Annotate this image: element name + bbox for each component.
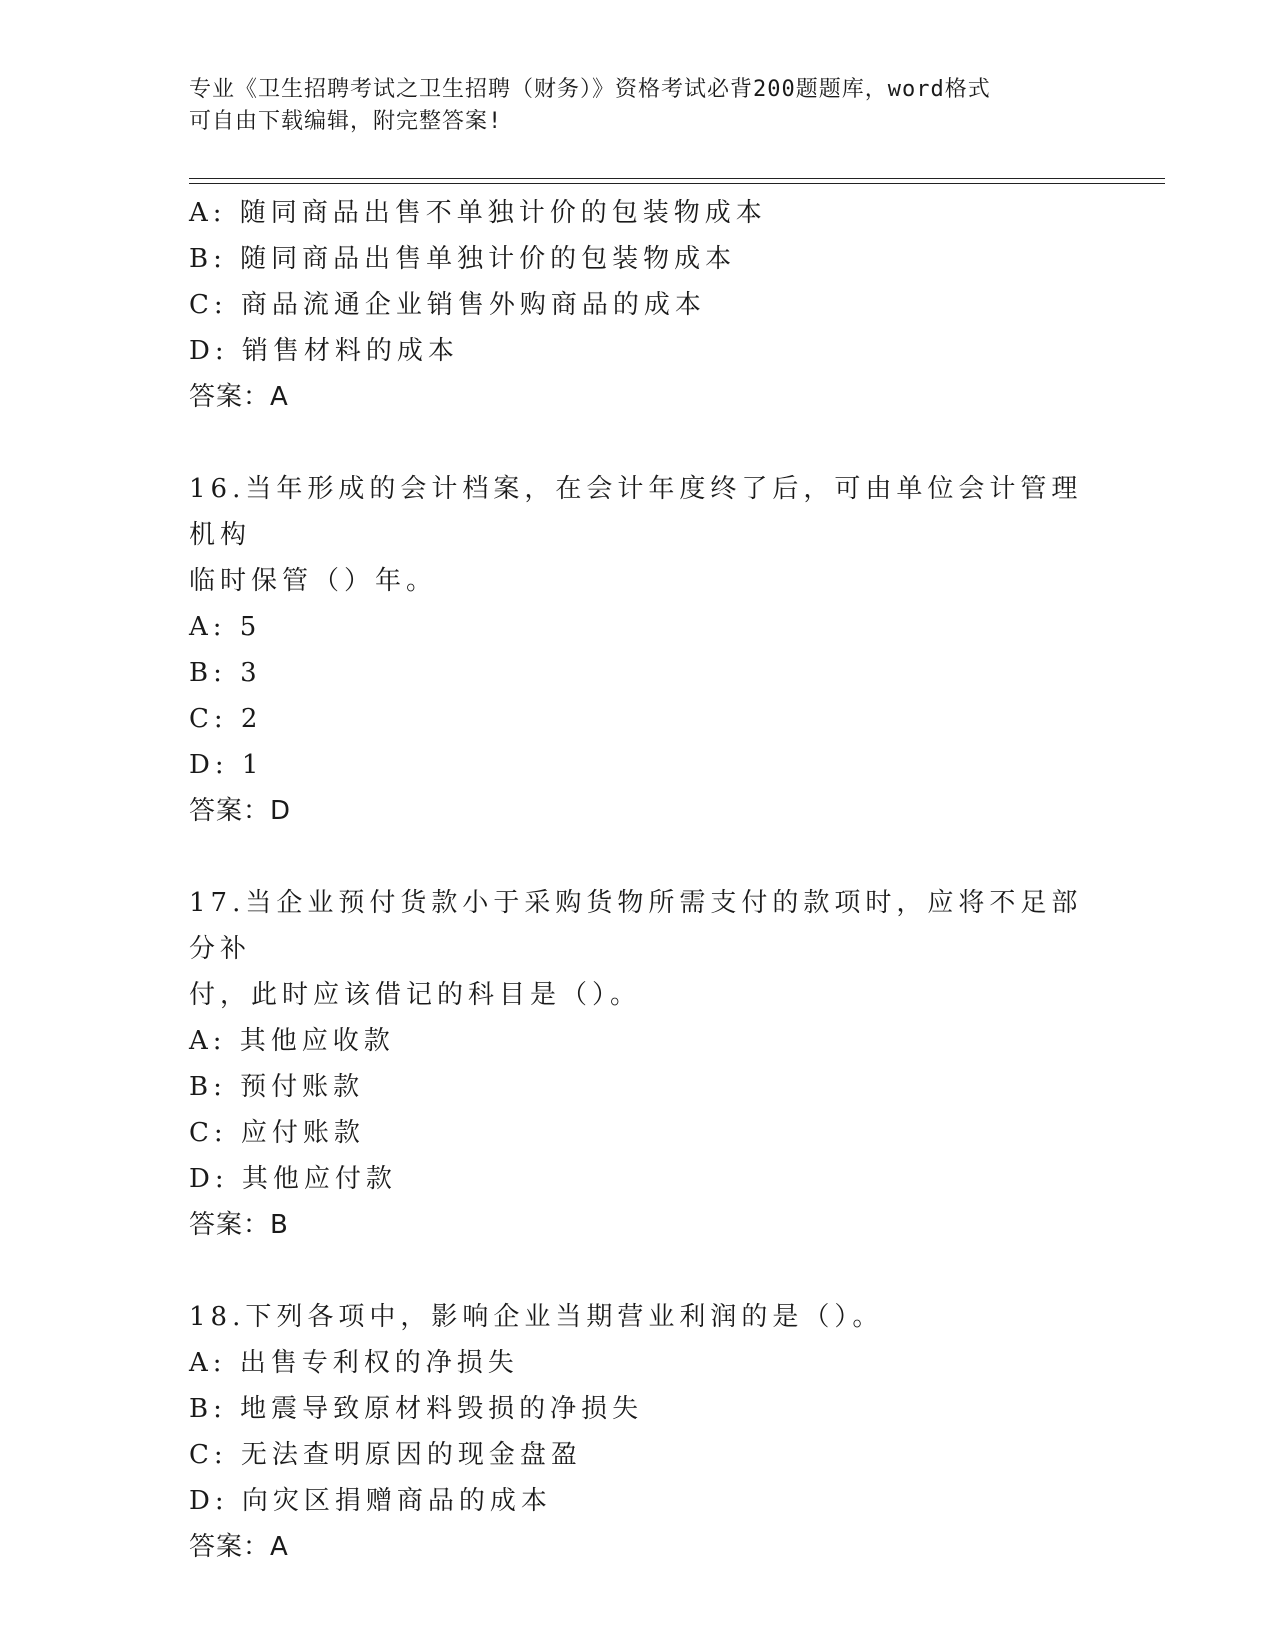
option-b: B: 随同商品出售单独计价的包装物成本 [189, 244, 737, 274]
answer-line: 答案：A [189, 1532, 289, 1562]
option-d: D: 向灾区捐赠商品的成本 [189, 1486, 552, 1516]
document-header [189, 74, 1089, 138]
option-c: C: 2 [189, 704, 263, 734]
option-a: A: 随同商品出售不单独计价的包装物成本 [189, 198, 767, 228]
header-divider-top [189, 178, 1165, 179]
option-a: A: 其他应收款 [189, 1026, 395, 1056]
question-stem-line-1: 18.下列各项中，影响企业当期营业利润的是（）。 [189, 1302, 884, 1332]
question-block-16 [189, 466, 1089, 834]
header-line-2: 可自由下载编辑，附完整答案! [189, 109, 503, 134]
question-stem-line-2: 付，此时应该借记的科目是（）。 [189, 980, 642, 1010]
question-stem-line-2: 临时保管（）年。 [189, 566, 438, 596]
header-divider-bottom [189, 183, 1165, 184]
answer-line: 答案：D [189, 796, 292, 826]
question-stem [189, 1294, 1089, 1340]
question-block-15 [189, 190, 1089, 420]
option-b: B: 地震导致原材料毁损的净损失 [189, 1394, 644, 1424]
answer-line: 答案：A [189, 382, 289, 412]
option-b: B: 预付账款 [189, 1072, 365, 1102]
option-d: D: 1 [189, 750, 264, 780]
option-a: A: 5 [189, 612, 262, 642]
option-a: A: 出售专利权的净损失 [189, 1348, 519, 1378]
option-c: C: 无法查明原因的现金盘盈 [189, 1440, 582, 1470]
question-list [189, 190, 1089, 1570]
spacer [189, 420, 1089, 466]
spacer [189, 1248, 1089, 1294]
option-c: C: 应付账款 [189, 1118, 365, 1148]
option-d: D: 销售材料的成本 [189, 336, 459, 366]
question-stem-line-1: 17.当企业预付货款小于采购货物所需支付的款项时，应将不足部分补 [189, 888, 1083, 964]
header-line-1: 专业《卫生招聘考试之卫生招聘（财务）》资格考试必背200题题库，word格式 [189, 77, 991, 102]
option-d: D: 其他应付款 [189, 1164, 397, 1194]
question-stem-line-1: 16.当年形成的会计档案，在会计年度终了后，可由单位会计管理机构 [189, 474, 1083, 550]
question-block-18 [189, 1294, 1089, 1570]
question-stem [189, 880, 1089, 1018]
question-block-17 [189, 880, 1089, 1248]
option-c: C: 商品流通企业销售外购商品的成本 [189, 290, 706, 320]
answer-line: 答案：B [189, 1210, 289, 1240]
option-b: B: 3 [189, 658, 262, 688]
spacer [189, 834, 1089, 880]
question-stem [189, 466, 1089, 604]
